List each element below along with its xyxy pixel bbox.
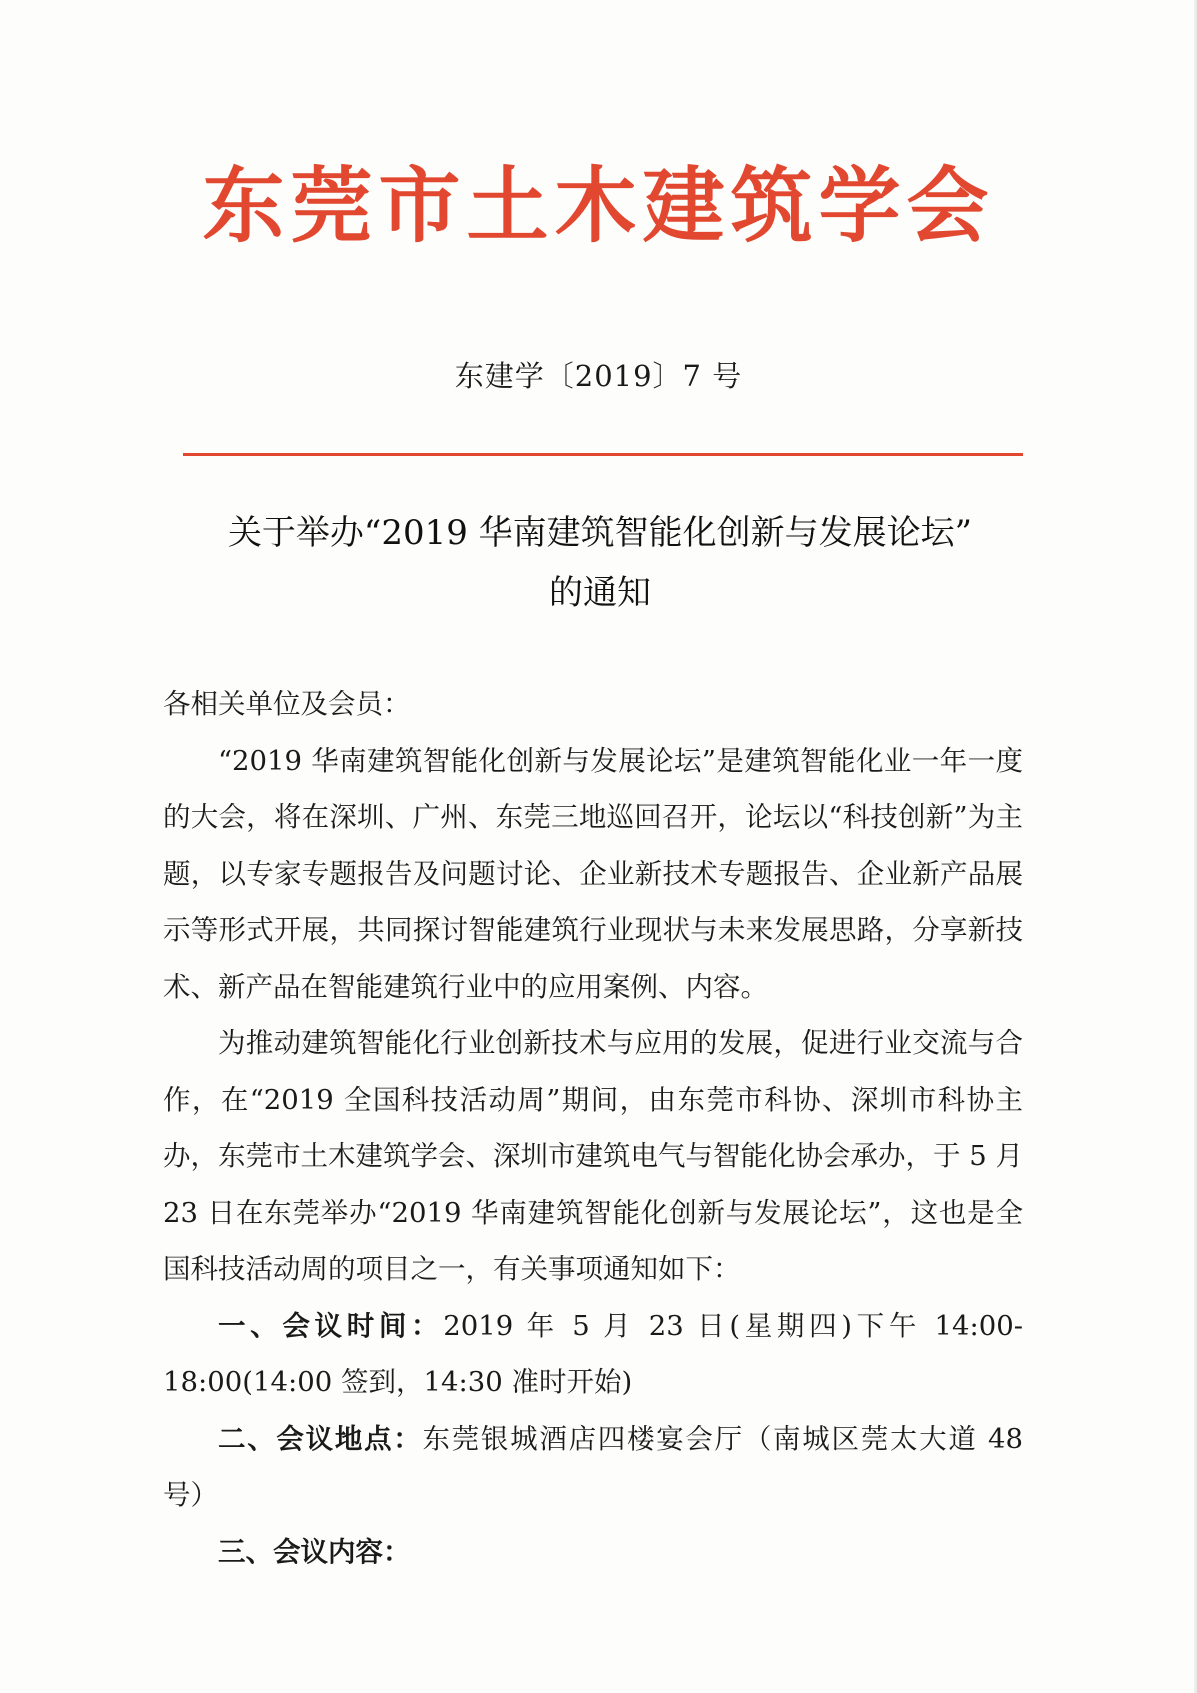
notice-title bbox=[100, 503, 1100, 623]
item-meeting-venue bbox=[163, 1411, 1023, 1524]
red-divider-line bbox=[183, 453, 1023, 456]
item-meeting-content-label: 三、会议内容： bbox=[218, 1535, 411, 1568]
item-meeting-time-label: 一、会议时间： bbox=[218, 1309, 444, 1342]
item-meeting-content bbox=[163, 1524, 1023, 1581]
item-meeting-venue-label: 二、会议地点： bbox=[218, 1422, 423, 1455]
notice-body bbox=[163, 676, 1023, 1580]
document-number: 东建学〔2019〕7 号 bbox=[454, 359, 743, 393]
item-meeting-time bbox=[163, 1298, 1023, 1411]
item-meeting-time-text: 2019 年 5 月 23 日(星期四)下午 14:00-18:00(14:00 签到，14:30 准时开始) bbox=[163, 1309, 1023, 1398]
paragraph-purpose: 为推动建筑智能化行业创新技术与应用的发展，促进行业交流与合作，在“2019 全国科技活动周”期间，由东莞市科协、深圳市科协主办，东莞市土木建筑学会、深圳市建筑电气与智能化协会承办，于 5 月 23 日在东莞举办“2019 华南建筑智能化创新与发展论坛”，这也是全国科技活动周的项目之一，有关事项通知如下： bbox=[163, 1027, 1023, 1285]
notice-title-line-1: 关于举办“2019 华南建筑智能化创新与发展论坛” bbox=[227, 513, 973, 553]
notice-title-line-2: 的通知 bbox=[549, 573, 651, 613]
paragraph-intro: “2019 华南建筑智能化创新与发展论坛”是建筑智能化业一年一度的大会，将在深圳、广州、东莞三地巡回召开，论坛以“科技创新”为主题，以专家专题报告及问题讨论、企业新技术专题报告、企业新产品展示等形式开展，共同探讨智能建筑行业现状与未来发展思路，分享新技术、新产品在智能建筑行业中的应用案例、内容。 bbox=[163, 744, 1023, 1003]
organization-header: 东莞市土木建筑学会 bbox=[202, 158, 995, 254]
salutation: 各相关单位及会员： bbox=[163, 688, 411, 720]
item-meeting-venue-text: 东莞银城酒店四楼宴会厅（南城区莞太大道 48 号） bbox=[163, 1422, 1024, 1511]
